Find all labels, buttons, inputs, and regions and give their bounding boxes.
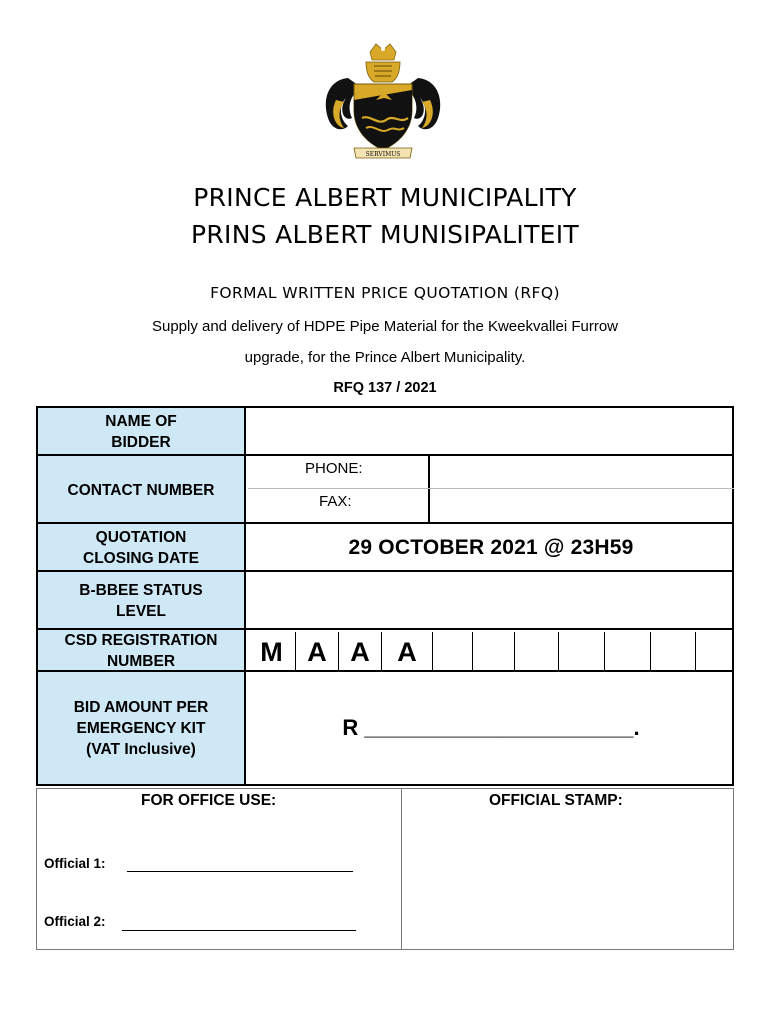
- rfq-number: RFQ 137 / 2021: [333, 380, 437, 396]
- stamp-area[interactable]: [403, 815, 733, 949]
- csd-char-box[interactable]: [433, 632, 473, 672]
- description-line-1: Supply and delivery of HDPE Pipe Material for the Kweekvallei Furrow: [151, 318, 619, 335]
- bid-amount-label: BID AMOUNT PER EMERGENCY KIT (VAT Inclusive): [38, 672, 246, 784]
- csd-char-box[interactable]: [696, 632, 734, 672]
- closing-date-value: 29 OCTOBER 2021 @ 23H59: [348, 536, 634, 559]
- official-2-signature-line[interactable]: [122, 930, 356, 931]
- office-divider: [401, 789, 402, 949]
- official-2-label: Official 2:: [44, 914, 106, 929]
- phone-field[interactable]: [430, 456, 734, 488]
- for-office-use-heading: FOR OFFICE USE:: [141, 792, 277, 809]
- official-1-label: Official 1:: [44, 856, 106, 871]
- document-subtitle: FORMAL WRITTEN PRICE QUOTATION (RFQ): [210, 284, 560, 302]
- csd-char-box[interactable]: [515, 632, 559, 672]
- bidder-name-field[interactable]: [248, 408, 734, 454]
- csd-char-box[interactable]: [605, 632, 651, 672]
- csd-char-box[interactable]: [651, 632, 696, 672]
- crest-motto: SERVIMUS: [365, 151, 401, 158]
- municipality-title-af: PRINS ALBERT MUNISIPALITEIT: [191, 220, 579, 249]
- name-of-bidder-label: NAME OF BIDDER: [38, 408, 246, 456]
- bbbee-level-field[interactable]: [248, 572, 734, 628]
- municipal-crest-logo: [318, 40, 448, 162]
- fax-field[interactable]: [430, 489, 734, 522]
- csd-char-box[interactable]: A: [382, 632, 433, 672]
- fax-label: FAX:: [319, 493, 352, 510]
- row-divider: [38, 628, 732, 630]
- csd-char-box[interactable]: A: [296, 632, 339, 672]
- csd-char-box[interactable]: M: [248, 632, 296, 672]
- row-divider: [38, 522, 732, 524]
- csd-registration-label: CSD REGISTRATION NUMBER: [38, 630, 246, 672]
- bbbee-status-label: B-BBEE STATUS LEVEL: [38, 572, 246, 630]
- office-use-box: [36, 788, 734, 950]
- csd-char-box[interactable]: [473, 632, 515, 672]
- contact-number-label: CONTACT NUMBER: [38, 456, 246, 524]
- municipality-title-en: PRINCE ALBERT MUNICIPALITY: [193, 183, 577, 212]
- csd-char-box[interactable]: A: [339, 632, 382, 672]
- description-line-2: upgrade, for the Prince Albert Municipality.: [244, 349, 526, 366]
- csd-char-box[interactable]: [559, 632, 605, 672]
- phone-label: PHONE:: [305, 460, 363, 477]
- official-stamp-heading: OFFICIAL STAMP:: [489, 792, 623, 809]
- official-1-signature-line[interactable]: [127, 871, 353, 872]
- bid-amount-value[interactable]: R ______________________.: [342, 715, 640, 740]
- closing-date-label: QUOTATION CLOSING DATE: [38, 524, 246, 572]
- bid-details-table: [36, 406, 734, 786]
